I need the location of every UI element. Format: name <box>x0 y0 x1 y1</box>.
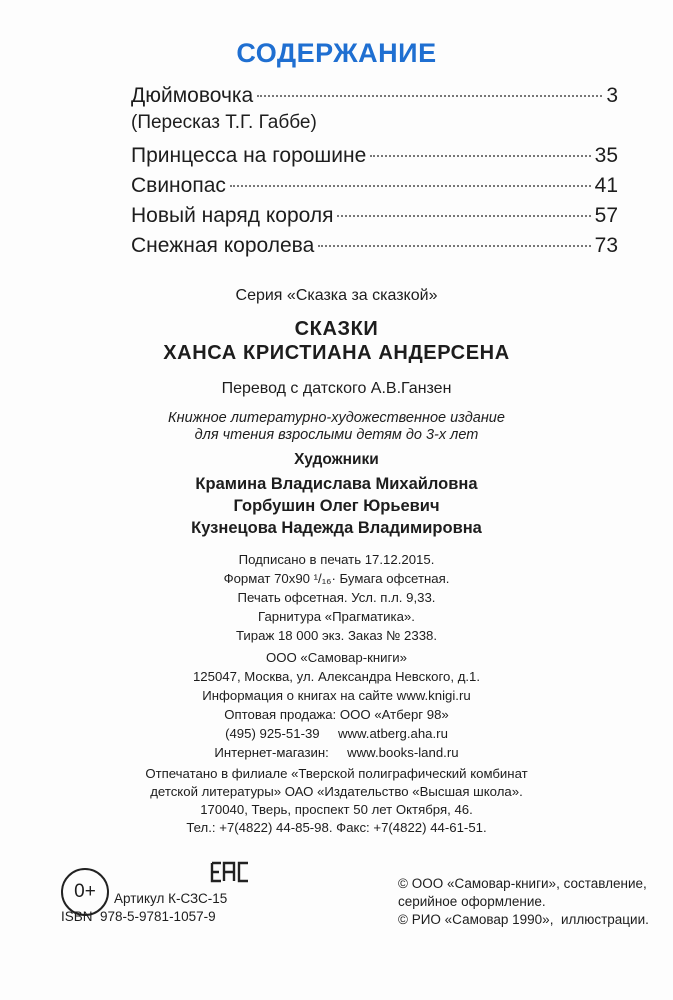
toc-title: СОДЕРЖАНИЕ <box>236 38 437 68</box>
age-rating-badge: 0+ <box>61 868 109 916</box>
book-title-line1: СКАЗКИ <box>294 318 379 340</box>
publisher-line[interactable]: Информация о книгах на сайте www.knigi.ru <box>202 688 471 703</box>
copyright-line: © ООО «Самовар-книги», составление, <box>398 876 647 891</box>
description-line2: для чтения взрослыми детям до 3-х лет <box>194 427 479 443</box>
translator-credit: Перевод с датского А.В.Ганзен <box>221 380 452 397</box>
artist-name: Кузнецова Надежда Владимировна <box>191 519 482 537</box>
printer-line: 170040, Тверь, проспект 50 лет Октября, 46. <box>200 802 473 817</box>
toc-entry-title: Принцесса на горошине <box>131 144 367 167</box>
toc-entry-page: 57 <box>594 204 618 227</box>
toc-entry-page: 73 <box>594 234 618 257</box>
imprint-line: Печать офсетная. Усл. п.л. 9,33. <box>237 590 436 605</box>
publisher-line: ООО «Самовар-книги» <box>265 650 408 665</box>
toc-entry-title: Дюймовочка <box>131 84 254 107</box>
toc-entry-title: Новый наряд короля <box>131 204 334 227</box>
publisher-line[interactable]: (495) 925-51-39 www.atberg.aha.ru <box>225 726 448 741</box>
article-number: Артикул К-СЗС-15 <box>114 891 228 906</box>
toc-entry[interactable] <box>131 144 618 174</box>
imprint-line: Подписано в печать 17.12.2015. <box>238 552 435 567</box>
dot-leader <box>337 215 590 217</box>
toc-entry-subtitle: (Пересказ Т.Г. Габбе) <box>131 112 317 133</box>
copyright-line: © РИО «Самовар 1990», иллюстрации. <box>398 912 649 927</box>
toc-entry[interactable] <box>131 84 618 133</box>
toc-entry-page: 3 <box>606 84 618 107</box>
dot-leader <box>257 95 602 97</box>
book-title-line2: ХАНСА КРИСТИАНА АНДЕРСЕНА <box>163 342 510 364</box>
eac-mark-icon <box>210 861 252 883</box>
toc-entry[interactable] <box>131 204 618 234</box>
dot-leader <box>370 155 590 157</box>
printer-line: Тел.: +7(4822) 44-85-98. Факс: +7(4822) 44-61-51. <box>186 820 487 835</box>
publisher-line: 125047, Москва, ул. Александра Невского, д.1. <box>192 669 481 684</box>
imprint-line: Гарнитура «Прагматика». <box>258 609 415 624</box>
artist-name: Горбушин Олег Юрьевич <box>233 497 440 515</box>
description-line1: Книжное литературно-художественное издание <box>168 410 505 426</box>
artists-heading: Художники <box>294 451 379 468</box>
series-name: Серия «Сказка за сказкой» <box>235 287 438 304</box>
artist-name: Крамина Владислава Михайловна <box>195 475 478 493</box>
toc-entry[interactable] <box>131 234 618 264</box>
printer-line: детской литературы» ОАО «Издательство «Высшая школа». <box>150 784 523 799</box>
toc-entry-title: Свинопас <box>131 174 226 197</box>
toc-entry-title: Снежная королева <box>131 234 315 257</box>
isbn: ISBN 978-5-9781-1057-9 <box>61 909 216 924</box>
dot-leader <box>318 245 590 247</box>
dot-leader <box>230 185 591 187</box>
toc-entry[interactable] <box>131 174 618 204</box>
imprint-line: Тираж 18 000 экз. Заказ № 2338. <box>235 628 438 643</box>
copyright-line: серийное оформление. <box>398 894 546 909</box>
imprint-line: Формат 70х90 ¹/₁₆· Бумага офсетная. <box>223 571 450 586</box>
publisher-line[interactable]: Интернет-магазин: www.books-land.ru <box>214 745 459 760</box>
printer-line: Отпечатано в филиале «Тверской полиграфический комбинат <box>145 766 528 781</box>
publisher-line: Оптовая продажа: ООО «Атберг 98» <box>224 707 449 722</box>
toc-entry-page: 41 <box>594 174 618 197</box>
toc-entry-page: 35 <box>594 144 618 167</box>
